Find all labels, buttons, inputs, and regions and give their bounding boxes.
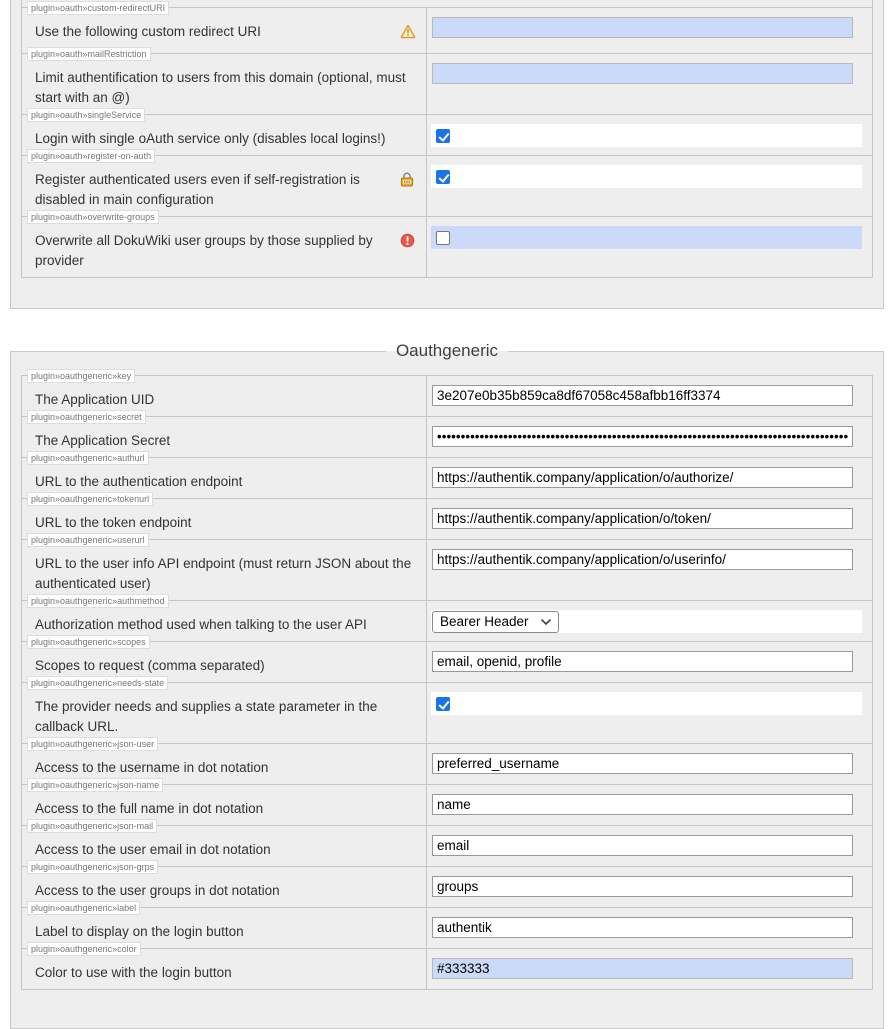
setting-value-cell	[426, 417, 872, 457]
setting-value-cell	[426, 115, 872, 155]
json-mail-input[interactable]	[432, 835, 853, 856]
setting-label: Access to the user email in dot notation	[35, 842, 271, 857]
section-title: Oauthgeneric	[395, 341, 499, 360]
setting-label: Access to the full name in dot notation	[35, 801, 264, 816]
setting-key: plugin»oauthgeneric»scopes	[27, 635, 150, 649]
json-name-input[interactable]	[432, 794, 853, 815]
setting-label: Use the following custom redirect URI	[35, 24, 261, 39]
checkbox-strip	[431, 124, 862, 147]
alert-icon	[400, 231, 420, 253]
mailrestriction-input[interactable]	[432, 63, 853, 84]
setting-row-color	[22, 944, 872, 989]
setting-value-cell	[426, 156, 872, 216]
oauthgeneric-settings-table	[21, 371, 873, 990]
setting-key: plugin»oauthgeneric»authmethod	[27, 594, 169, 608]
authurl-input[interactable]	[432, 467, 853, 488]
checkbox-strip	[431, 165, 862, 188]
checkbox-strip	[431, 226, 862, 249]
checkbox-strip	[431, 692, 862, 715]
warning-icon	[400, 22, 420, 44]
setting-row-register-on-auth	[22, 151, 872, 216]
setting-value-cell	[426, 683, 872, 743]
setting-label-cell	[22, 678, 426, 743]
custom-redirecturi-input[interactable]	[432, 17, 853, 38]
setting-key: plugin»oauthgeneric»json-mail	[27, 819, 157, 833]
setting-key: plugin»oauth»overwrite-groups	[27, 210, 159, 224]
setting-label: Label to display on the login button	[35, 924, 244, 939]
oauth-plugin-section	[10, 0, 884, 309]
setting-value-cell	[426, 8, 872, 53]
setting-value-cell	[426, 540, 872, 600]
setting-label: URL to the authentication endpoint	[35, 474, 243, 489]
setting-key: plugin»oauth»mailRestriction	[27, 47, 151, 61]
needs-state-checkbox[interactable]	[436, 697, 450, 711]
setting-label: Scopes to request (comma separated)	[35, 658, 265, 673]
setting-key: plugin»oauth»register-on-auth	[27, 149, 155, 163]
login-button-label-input[interactable]	[432, 917, 853, 938]
setting-key: plugin»oauthgeneric»label	[27, 901, 140, 915]
setting-value-cell	[426, 744, 872, 784]
setting-value-cell	[426, 217, 872, 277]
application-secret-input[interactable]	[432, 426, 853, 447]
register-on-auth-checkbox[interactable]	[436, 170, 450, 184]
setting-label: The Application Secret	[35, 433, 171, 448]
setting-label: Login with single oAuth service only (disables local logins!)	[35, 131, 386, 146]
setting-label-cell	[22, 944, 426, 989]
setting-label: URL to the token endpoint	[35, 515, 192, 530]
setting-row-needs-state	[22, 678, 872, 743]
setting-key: plugin»oauth»singleService	[27, 108, 145, 122]
setting-value-cell	[426, 54, 872, 114]
setting-row-label	[22, 903, 872, 948]
userurl-input[interactable]	[432, 549, 853, 570]
setting-label-cell	[22, 535, 426, 600]
tokenurl-input[interactable]	[432, 508, 853, 529]
setting-key: plugin»oauthgeneric»json-name	[27, 778, 163, 792]
setting-key: plugin»oauthgeneric»color	[27, 942, 141, 956]
setting-label: The Application UID	[35, 392, 155, 407]
setting-label: The provider needs and supplies a state parameter in the callback URL.	[35, 699, 378, 734]
setting-label: URL to the user info API endpoint (must return JSON about the authenticated user)	[35, 556, 412, 591]
setting-label: Access to the user groups in dot notation	[35, 883, 280, 898]
setting-label: Overwrite all DokuWiki user groups by those supplied by provider	[35, 233, 373, 268]
setting-row-secret	[22, 412, 872, 457]
setting-value-cell	[426, 826, 872, 866]
setting-key: plugin»oauthgeneric»userurl	[27, 533, 149, 547]
setting-key: plugin»oauthgeneric»json-user	[27, 737, 158, 751]
setting-label: Access to the username in dot notation	[35, 760, 269, 775]
setting-key: plugin»oauthgeneric»secret	[27, 410, 146, 424]
setting-label-cell	[22, 151, 426, 216]
setting-value-cell	[426, 499, 872, 539]
setting-key: plugin»oauthgeneric»key	[27, 369, 135, 383]
setting-row-json-grps	[22, 862, 872, 907]
setting-value-cell	[426, 867, 872, 907]
setting-value-cell	[426, 785, 872, 825]
application-uid-input[interactable]	[432, 385, 853, 406]
setting-value-cell	[426, 458, 872, 498]
select-strip	[431, 610, 862, 633]
setting-label-cell	[22, 212, 426, 277]
setting-row-tokenurl	[22, 494, 872, 539]
login-button-color-input[interactable]	[432, 958, 853, 979]
setting-key: plugin»oauthgeneric»needs-state	[27, 676, 168, 690]
setting-row-mailrestriction	[22, 49, 872, 114]
setting-value-cell	[426, 908, 872, 948]
setting-value-cell	[426, 642, 872, 682]
singleservice-checkbox[interactable]	[436, 129, 450, 143]
setting-label: Color to use with the login button	[35, 965, 232, 980]
json-user-input[interactable]	[432, 753, 853, 774]
json-grps-input[interactable]	[432, 876, 853, 897]
overwrite-groups-checkbox[interactable]	[436, 231, 450, 245]
setting-key: plugin»oauthgeneric»tokenurl	[27, 492, 153, 506]
setting-label-cell	[22, 49, 426, 114]
setting-key: plugin»oauth»custom-redirectURI	[27, 1, 169, 15]
setting-value-cell	[426, 376, 872, 416]
setting-label: Authorization method used when talking to the user API	[35, 617, 367, 632]
setting-key: plugin»oauthgeneric»json-grps	[27, 860, 158, 874]
setting-row-overwrite-groups	[22, 212, 872, 277]
setting-row-userurl	[22, 535, 872, 600]
authmethod-select[interactable]	[432, 611, 559, 633]
setting-label: Limit authentification to users from this domain (optional, must start with an @)	[35, 70, 406, 105]
setting-key: plugin»oauthgeneric»authurl	[27, 451, 149, 465]
setting-value-cell	[426, 949, 872, 989]
setting-row-key	[22, 371, 872, 416]
select-value: Bearer Header	[440, 614, 529, 629]
scopes-input[interactable]	[432, 651, 853, 672]
chevron-down-icon	[541, 619, 551, 625]
setting-label: Register authenticated users even if self-registration is disabled in main configuration	[35, 172, 360, 207]
oauth-settings-table	[21, 0, 873, 278]
oauthgeneric-plugin-section	[10, 341, 884, 1029]
lock-icon	[400, 170, 420, 192]
setting-value-cell	[426, 601, 872, 641]
